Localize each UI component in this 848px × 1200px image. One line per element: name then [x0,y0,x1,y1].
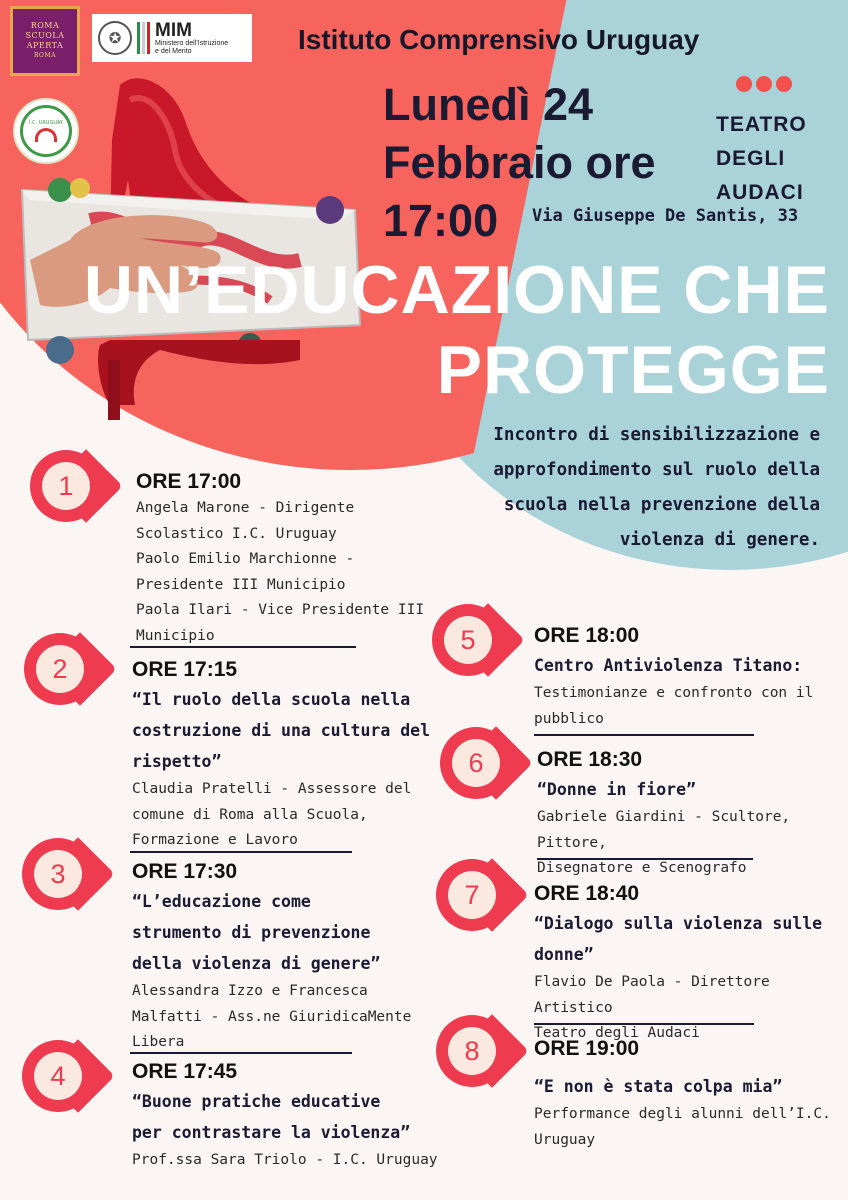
item-talk-title: “Il ruolo della scuola nella [132,690,411,709]
item-talk-title: “Donne in fiore” [537,780,696,799]
item-speaker: comune di Roma alla Scuola, [132,806,368,823]
institute-name: Istituto Comprensivo Uruguay [298,24,700,55]
map-pin-icon [436,1015,508,1087]
item-talk-title: per contrastare la violenza” [132,1123,411,1142]
item-time: ORE 18:40 [534,882,640,905]
item-time: ORE 18:30 [537,748,643,771]
item-speaker: Flavio De Paola - Direttore Artistico [534,974,770,1016]
item-speaker: Gabriele Giardini - Scultore, Pittore, [537,809,791,851]
item-speaker: Prof.ssa Sara Triolo - I.C. Uruguay [132,1152,438,1168]
school-emblem-icon [35,128,57,142]
divider [534,1023,754,1025]
item-speaker: pubblico [534,710,604,727]
item-speaker: Uruguay [534,1131,596,1148]
item-speaker: Libera [132,1034,185,1050]
item-talk-title: rispetto” [132,752,222,771]
mim-logo [92,14,252,62]
divider [130,646,356,648]
map-pin-icon [24,633,96,705]
item-speaker: Presidente III Municipio [136,576,346,593]
item-number: 6 [452,739,500,787]
program-item [534,622,813,732]
item-number: 3 [34,850,82,898]
item-talk-title: strumento di prevenzione [132,923,371,942]
mim-subtitle-2: e del Merito [155,47,192,55]
program-item [132,1058,438,1174]
venue-address: Via Giuseppe De Santis, 33 [532,206,799,226]
item-time: ORE 17:30 [132,860,238,883]
item-speaker: Paola Ilari - Vice Presidente III [136,602,425,618]
item-number: 8 [448,1027,496,1075]
item-speaker: Teatro degli Audaci [534,1025,700,1041]
item-speaker: Claudia Pratelli - Assessore del [132,781,412,797]
item-speaker: Paolo Emilio Marchionne - [136,551,355,567]
map-pin-icon [30,450,102,522]
item-talk-title: della violenza di genere” [132,954,381,973]
item-talk-title: “Dialogo sulla violenza sulle [534,914,823,933]
item-number: 1 [42,462,90,510]
item-number: 7 [448,871,496,919]
divider [130,851,352,853]
event-description: Incontro di sensibilizzazione e approfondimento sul ruolo della scuola nella prevenzione della violenza di genere. [493,425,820,550]
mim-subtitle-1: Ministero dell’Istruzione [155,39,229,47]
map-pin-icon [22,838,94,910]
item-speaker: Malfatti - Ass.ne GiuridicaMente [132,1008,412,1025]
item-speaker: Testimonianze e confronto con il [534,685,814,701]
event-date: Lunedì 24 Febbraio ore 17:00 [383,79,656,246]
item-time: ORE 17:15 [132,658,238,681]
divider [130,1052,352,1054]
map-pin-icon [432,604,504,676]
decorative-dots [736,76,792,92]
mim-title: MIM [155,19,192,41]
program-item [132,858,411,1056]
map-pin-icon [436,859,508,931]
map-pin-icon [440,727,512,799]
item-number: 4 [34,1052,82,1100]
item-speaker: Disegnatore e Scenografo [537,860,747,876]
divider [534,734,754,736]
item-time: ORE 19:00 [534,1037,640,1060]
item-speaker: Formazione e Lavoro [132,832,298,848]
program-item [132,656,430,854]
item-time: ORE 17:45 [132,1060,238,1083]
italian-flag-bars [137,22,150,54]
program-item [537,746,848,882]
item-speaker: Alessandra Izzo e Francesca [132,983,368,999]
item-time: ORE 18:00 [534,624,640,647]
school-logo: I.C. URUGUAY [13,98,79,164]
venue-name: TEATRO DEGLI AUDACI [716,113,807,204]
divider [537,858,753,860]
item-talk-title: “E non è stata colpa mia” [534,1077,783,1096]
item-speaker: Scolastico I.C. Uruguay [136,525,337,542]
roma-scuola-aperta-logo: ROMA SCUOLA APERTA ROMA [10,6,80,76]
event-title: UN’EDUCAZIONE CHE PROTEGGE [83,252,830,408]
item-number: 5 [444,616,492,664]
item-talk-title: costruzione di una cultura del [132,721,431,740]
item-speaker: Angela Marone - Dirigente [136,500,355,516]
item-talk-title: donne” [534,945,594,964]
item-talk-title: “L’educazione come [132,892,311,911]
program-item [534,880,848,1047]
italian-emblem-icon: ✪ [98,21,132,55]
program-item [136,468,424,649]
program-item [534,1035,831,1153]
item-time: ORE 17:00 [136,470,242,493]
map-pin-icon [22,1040,94,1112]
item-talk-title: Centro Antiviolenza Titano: [534,656,803,675]
item-speaker: Performance degli alunni dell’I.C. [534,1106,831,1122]
item-speaker: Municipio [136,627,215,644]
item-talk-title: “Buone pratiche educative [132,1092,381,1111]
item-number: 2 [36,645,84,693]
